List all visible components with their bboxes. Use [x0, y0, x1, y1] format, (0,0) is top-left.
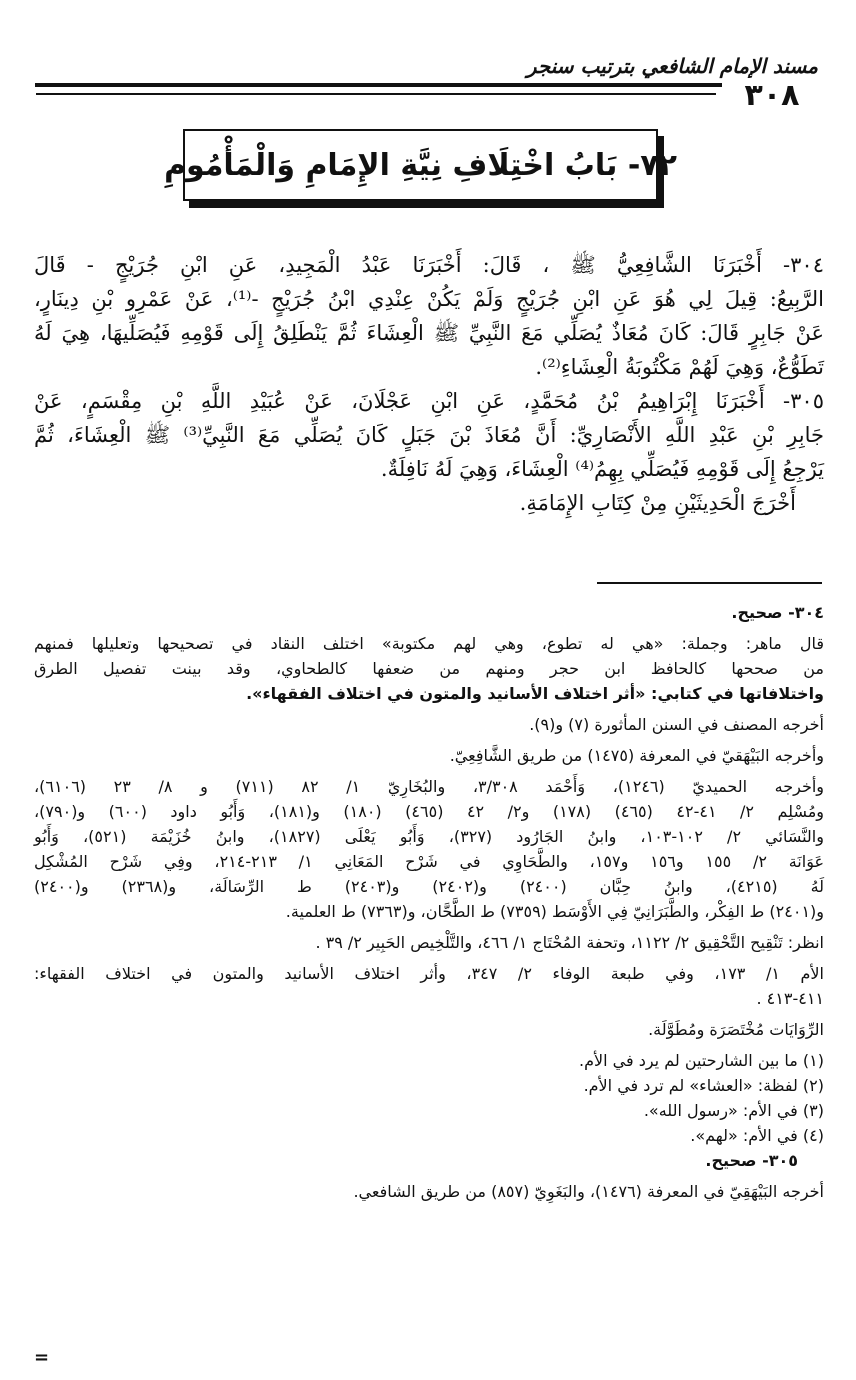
note-line: قال ماهر: وجملة: «هي له تطوع، وهي لهم مكتوبة» اختلف النقاد في تصحيحها وتعليلها فمنهم [34, 634, 824, 653]
note-line: الأم ١/ ١٧٣، وفي طبعة الوفاء ٢/ ٣٤٧، وأثر اختلاف الأسانيد والمتون في اختلاف الفقهاء: [34, 964, 824, 983]
footnote-2: (٢) لفظة: «العشاء» لم ترد في الأم. [583, 1076, 824, 1095]
note-line: من صححها كالحافظ ابن حجر ومنهم من ضعفها كالطحاوي، وقد بينت تفصيل الطرق [34, 659, 824, 678]
running-title: مسند الإمام الشافعي بترتيب سنجر [526, 54, 818, 78]
note-line: لَهُ (٤٢١٥)، وابنُ حِبَّان (٢٤٠٠) و(٢٤٠٢) و(٢٤٠٣) ط الرِّسَالَة، و(٢٣٦٨) و(٢٤٠٠) [34, 877, 825, 896]
note-line: أخرجه البَيْهَقِيّ في المعرفة (١٤٧٦)، والبَغَوِيّ (٨٥٧) من طريق الشافعي. [353, 1182, 824, 1201]
note-line: أخرجه المصنف في السنن المأثورة (٧) و(٩). [529, 715, 824, 734]
note-line: ٤١١-٤١٣ . [756, 989, 824, 1008]
footnote-1: (١) ما بين الشارحتين لم يرد في الأم. [579, 1051, 824, 1070]
hadith-line: ٣٠٥- أَخْبَرَنَا إِبْرَاهِيمُ بْنُ مُحَمَّدٍ، عَنِ ابْنِ عَجْلَانَ، عَنْ عُبَيْدِ اللَّهِ بْنِ مِقْسَمٍ، عَنْ [34, 389, 824, 413]
hadith-line: أَخْرَجَ الْحَدِيثَيْنِ مِنْ كِتَابِ الإِمَامَةِ. [519, 491, 796, 515]
continuation-mark: = [34, 1347, 50, 1368]
note-line: وأخرجه البَيْهَقيّ في المعرفة (١٤٧٥) من طريق الشَّافِعِيّ. [449, 746, 824, 765]
note-line: والنَّسَائي ٢/ ١٠٢-١٠٣، وابنُ الجَارُود (٣٢٧)، وَأَبُو يَعْلَى (١٨٢٧)، وابنُ خُزَيْمَة (٥٢١)، وَأَبُو [34, 827, 824, 846]
footnotes [34, 600, 824, 1204]
chapter-title-box [164, 129, 677, 201]
note-line: وأخرجه الحميديّ (١٢٤٦)، وَأَحْمَد ٣/٣٠٨، والبُخَارِيّ ١/ ٨٢ (٧١١) و ٨/ ٢٣ (٦١٠٦)، [34, 777, 825, 796]
note-line: عَوَانَة ٢/ ١٥٥ و١٥٦ و١٥٧، والطَّحَاوِي في شَرْح المَعَانِي ١/ ٢١٣-٢١٤، وفِي شَرْح المُشْكِل [34, 852, 824, 871]
header-rule-thin [36, 93, 716, 95]
footnote-3: (٣) في الأم: «رسول الله». [643, 1101, 824, 1120]
hadith-text [34, 248, 824, 520]
page-number: ٣٠٨ [722, 78, 822, 114]
note-line: ٣٠٥- صحيح. [705, 1151, 798, 1170]
hadith-line: يَرْجِعُ إِلَى قَوْمِهِ فَيُصَلِّي بِهِمُ⁽⁴⁾ الْعِشَاءَ، وَهِيَ لَهُ نَافِلَةٌ. [380, 457, 824, 481]
note-line: ومُسْلِم ٢/ ٤١-٤٢ (٤٦٥) (١٧٨) و٢/ ٤٢ (٤٦٥) (١٨٠) و(١٨١)، وَأَبُو داود (٦٠٠) و(٧٩٠)، [34, 802, 825, 821]
note-line: انظر: تَنْقِيح التَّحْقِيق ٢/ ١١٢٢، وتحفة المُحْتَاج ١/ ٤٦٦، والتَّلْخِيص الحَبِير ٢/ ٣٩ . [315, 933, 824, 952]
footnote-separator [597, 582, 822, 584]
note-line: واختلافاتها في كتابي: «أثر اختلاف الأسانيد والمتون في اختلاف الفقهاء». [246, 684, 824, 703]
footnote-4: (٤) في الأم: «لهم». [690, 1126, 824, 1145]
hadith-line: تَطَوُّعٌ، وَهِيَ لَهُمْ مَكْتُوبَةُ الْعِشَاءِ⁽²⁾. [535, 355, 824, 379]
hadith-line: جَابِرِ بْنِ عَبْدِ اللَّهِ الأَنْصَارِيِّ: أَنَّ مُعَاذَ بْنَ جَبَلٍ كَانَ يُصَلِّي مَعَ النَّبِيِّ⁽³⁾ ﷺ الْعِشَاءَ، ثُمَّ [34, 423, 824, 447]
note-line: و(٢٤٠١) ط الفِكْر، والطَّبَرَانِيّ فِي الأَوْسَط (٧٣٥٩) ط الطَّحَّان، و(٧٣٦٣) ط العلمية. [285, 902, 824, 921]
hadith-line: ٣٠٤- أَخْبَرَنَا الشَّافِعِيُّ ﷺ ، قَالَ: أَخْبَرَنَا عَبْدُ الْمَجِيدِ، عَنِ ابْنِ جُرَيْجٍ - قَالَ [34, 253, 824, 277]
note-line: ٣٠٤- صحيح. [731, 603, 824, 622]
hadith-line: الرَّبِيعُ: قِيلَ لِي هُوَ عَنِ ابْنِ جُرَيْجٍ وَلَمْ يَكُنْ عِنْدِي ابْنُ جُرَيْجٍ -⁽¹⁾، عَنْ عَمْرِو بْنِ دِينَارٍ، [34, 287, 824, 311]
hadith-line: عَنْ جَابِرٍ قَالَ: كَانَ مُعَاذٌ يُصَلِّي مَعَ النَّبِيِّ ﷺ الْعِشَاءَ ثُمَّ يَنْطَلِقُ إِلَى قَوْمِهِ فَيُصَلِّيهَا، هِيَ لَهُ [34, 321, 824, 345]
header-rule [35, 83, 822, 87]
note-line: الرِّوَايَات مُخْتَصَرَة ومُطَوَّلَة. [648, 1020, 824, 1039]
chapter-title: ٧٢- بَابُ اخْتِلَافِ نِيَّةِ الإِمَامِ وَالْمَأْمُومِ [164, 147, 677, 183]
